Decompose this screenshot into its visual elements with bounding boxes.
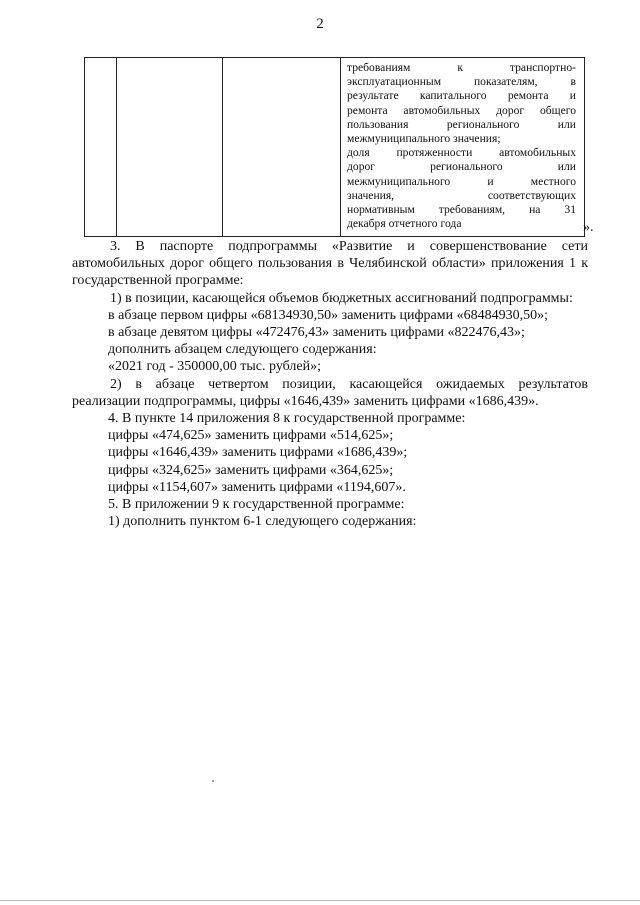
page-number: 2 (316, 16, 324, 32)
cell-line: эксплуатационным показателям, в (347, 75, 576, 89)
paragraph: 3. В паспорте подпрограммы «Развитие и совершенствование сети автомобильных дорог общего пользования в Челябинской области» приложения 1 к государственной программе: (72, 239, 588, 289)
scan-speck (212, 780, 214, 782)
paragraph: 5. В приложении 9 к государственной программе: (108, 497, 405, 513)
paragraph: цифры «474,625» заменить цифрами «514,625»; (108, 428, 394, 444)
cell-line: нормативным требованиям, на 31 (347, 203, 576, 217)
closing-quote: ». (583, 220, 594, 235)
table-cell-3 (223, 58, 341, 237)
cell-line: межмуниципального и местного (347, 174, 576, 188)
table-cell-2 (117, 58, 223, 237)
cell-line: доля протяженности автомобильных (347, 146, 576, 160)
paragraph: цифры «324,625» заменить цифрами «364,625»; (108, 462, 394, 478)
cell-line: значения, соответствующих (347, 188, 576, 202)
paragraph: цифры «1154,607» заменить цифрами «1194,607». (108, 479, 406, 495)
page-edge (0, 900, 640, 901)
paragraph: 2) в абзаце четвертом позиции, касающейся ожидаемых результатов реализации подпрограммы, цифры «1646,439» заменить цифрами «1686,439». (72, 376, 588, 409)
cell-line: дорог регионального или (347, 160, 576, 174)
cell-line: требованиям к транспортно- (347, 61, 576, 74)
table-row (85, 58, 585, 237)
paragraph: 4. В пункте 14 приложения 8 к государственной программе: (108, 411, 466, 427)
paragraph: 1) в позиции, касающейся объемов бюджетных ассигнований подпрограммы: (110, 290, 573, 306)
paragraph: 1) дополнить пунктом 6-1 следующего содержания: (108, 514, 417, 530)
paragraph: дополнить абзацем следующего содержания: (108, 342, 377, 358)
paragraph: в абзаце девятом цифры «472476,43» заменить цифрами «822476,43»; (108, 325, 525, 341)
continuation-table (84, 57, 585, 237)
table-cell-indicators (341, 58, 585, 237)
paragraph: «2021 год - 350000,00 тыс. рублей»; (108, 359, 322, 375)
cell-line: ремонта автомобильных дорог общего (347, 103, 576, 117)
document-body (72, 238, 588, 530)
cell-line: пользования регионального или (347, 117, 576, 131)
cell-line: декабря отчетного года (347, 217, 462, 231)
paragraph: в абзаце первом цифры «68134930,50» заменить цифрами «68484930,50»; (108, 307, 548, 323)
cell-line: результате капитального ремонта и (347, 89, 576, 103)
cell-line: межмуниципального значения; (347, 132, 501, 146)
table-cell-1 (85, 58, 117, 237)
paragraph: цифры «1646,439» заменить цифрами «1686,439»; (108, 445, 408, 461)
